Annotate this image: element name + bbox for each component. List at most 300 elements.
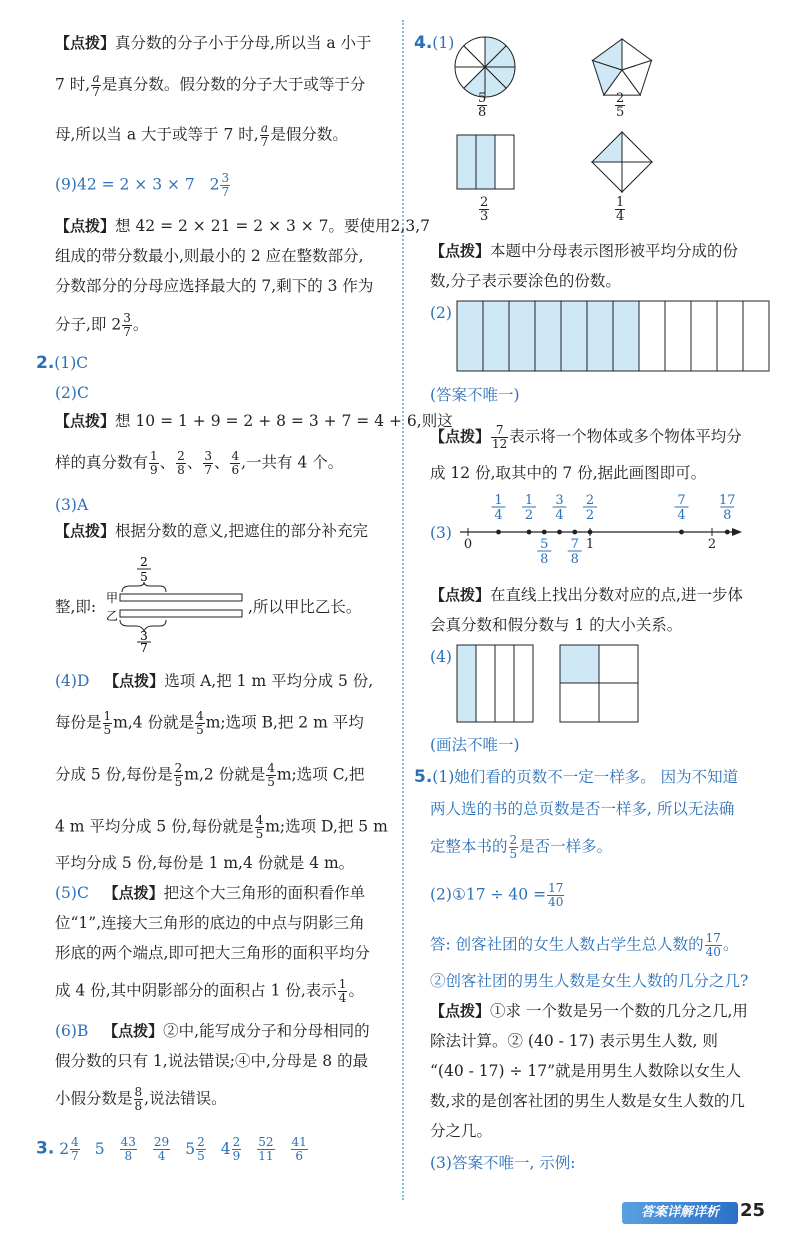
denominator: 4: [616, 209, 625, 224]
text: 。: [132, 315, 149, 334]
shape-frac-4: [614, 196, 626, 223]
text: 是假分数。: [270, 125, 348, 144]
text: m;选项 C,把: [276, 765, 365, 784]
fraction: [477, 92, 487, 119]
text: (1)她们看的页数不一定一样多。 因为不知道: [432, 768, 739, 786]
denominator: 4: [338, 991, 347, 1005]
text: 想 10 = 1 + 9 = 2 + 8 = 3 + 7 = 4 + 6,则这: [115, 412, 453, 430]
text: 小假分数是: [55, 1089, 133, 1108]
bar-yi: [120, 610, 242, 617]
q5-part-2: [430, 882, 565, 909]
fraction: [103, 710, 113, 737]
numerator: 1: [103, 709, 112, 723]
top-brace: [122, 582, 166, 592]
denominator: 12: [492, 437, 508, 451]
hint-tag: 【点拨】: [430, 242, 491, 260]
answer-9: [55, 172, 231, 199]
shaded-part: [561, 301, 587, 371]
hint-2-5-line-2: [55, 912, 365, 934]
hint-2-3-line-2b: [248, 596, 361, 618]
text: 是真分数。假分数的分子大于或等于分: [101, 75, 366, 94]
blank-part: [476, 645, 495, 722]
text: 分成 5 份,每份是: [55, 765, 173, 784]
number-line-point: [496, 530, 501, 535]
text: 除法计算。② (40 - 17) 表示男生人数, 则: [430, 1032, 718, 1050]
denominator: 5: [255, 827, 264, 841]
fraction: [120, 1136, 137, 1163]
text: 数,分子表示要涂色的份数。: [430, 272, 621, 290]
text: m;选项 D,把 5 m: [265, 817, 388, 836]
text: 把这个大三角形的面积看作单: [163, 884, 366, 902]
text: (2)①17 ÷ 40 =: [430, 885, 547, 904]
denominator: 8: [134, 1099, 143, 1113]
text: (9)42 = 2 × 3 × 7: [55, 175, 195, 194]
hint-tag: 【点拨】: [430, 427, 491, 446]
page-number: 25: [740, 1200, 766, 1221]
denominator: 2: [585, 508, 595, 523]
numerator: 4: [267, 761, 275, 775]
numerator: a: [260, 121, 269, 135]
numerator: 3: [204, 449, 212, 463]
diamond-quarters-figure: [590, 130, 654, 194]
fraction: [70, 1136, 80, 1163]
fraction: [260, 122, 270, 149]
hint-5-line-3: [430, 1060, 741, 1082]
hint-9-line-3: [55, 275, 373, 297]
answer-not-unique-1: [430, 384, 520, 406]
denominator: 40: [548, 895, 564, 909]
numerator: 17: [718, 493, 736, 508]
numerator: a: [92, 71, 100, 85]
hint-tag: 【点拨】: [103, 1022, 164, 1040]
separator: 、: [159, 453, 176, 472]
q3-answer-item: [95, 1140, 105, 1158]
hint-2-6-line-3: [55, 1086, 227, 1113]
numerator: 2: [197, 1135, 205, 1149]
number-line-point: [572, 530, 577, 535]
number-line-point: [725, 530, 730, 535]
shaded-part: [483, 301, 509, 371]
bracket-bottom-denominator: 7: [140, 641, 148, 652]
whole: 5: [185, 1139, 196, 1158]
blank-part: [599, 645, 638, 683]
text: (5)C: [55, 884, 89, 902]
shaded-part: [457, 301, 483, 371]
q5-question-2: [430, 970, 748, 992]
shaded-part: [476, 135, 495, 189]
blank-part: [665, 301, 691, 371]
hint-tag: 【点拨】: [430, 586, 491, 604]
text: 组成的带分数最小,则最小的 2 应在整数部分,: [55, 247, 364, 265]
hint-5-line-5: [430, 1120, 492, 1142]
denominator: 4: [677, 508, 686, 523]
text: 每份是: [55, 713, 102, 732]
q2-answer-3: [55, 494, 88, 516]
pentagon-group: [593, 39, 652, 95]
q2-answer-6: [55, 1020, 370, 1042]
hint-2-4-line-5: [55, 852, 354, 874]
fraction: [547, 882, 564, 909]
hint-5-line-4: [430, 1090, 745, 1112]
text: 两人选的书的总页数是否一样多, 所以无法确: [430, 800, 735, 818]
hint-line-3: [55, 122, 348, 149]
fraction: [615, 196, 625, 223]
denominator: 40: [705, 945, 721, 959]
denominator: 7: [221, 185, 230, 199]
fraction: [615, 92, 625, 119]
denominator: 8: [478, 105, 487, 120]
text: m,4 份就是: [113, 713, 195, 732]
q2-answer-1: [36, 352, 88, 374]
hint-4-3-line-2: [430, 614, 682, 636]
arrow-head: [732, 528, 742, 536]
numerator: 7: [570, 537, 579, 552]
denominator: 7: [92, 85, 100, 99]
text: ①求 一个数是另一个数的几分之几,用: [490, 1002, 748, 1020]
fraction: [195, 710, 205, 737]
denominator: 8: [570, 552, 579, 567]
text: 真分数的分子小于分母,所以当 a 小于: [115, 34, 372, 52]
shaded-part: [457, 135, 476, 189]
draw-not-unique: [430, 734, 520, 756]
denominator: 8: [540, 552, 549, 567]
text: ②创客社团的男生人数是女生人数的几分之几?: [430, 972, 749, 990]
numerator: 1: [616, 195, 625, 210]
numerator: 1: [150, 449, 158, 463]
hint-4-2-line-1: [430, 424, 742, 451]
denominator: 9: [232, 1149, 241, 1163]
text: ②中,能写成分子和分母相同的: [163, 1022, 370, 1040]
text: 样的真分数有: [55, 453, 149, 472]
fraction: [153, 1136, 170, 1163]
numerator: 5: [478, 91, 487, 106]
question-number: 4.: [414, 33, 433, 53]
hint-2-3-line-2a: [55, 596, 96, 618]
text: 成 12 份,取其中的 7 份,据此画图即可。: [430, 464, 707, 482]
label-jia: 甲: [106, 591, 119, 605]
fraction: [479, 196, 489, 223]
numerator: 17: [548, 881, 564, 895]
text: 4 m 平均分成 5 份,每份就是: [55, 817, 254, 836]
answer-section-tag: 答案详解详析: [622, 1202, 738, 1224]
integer-label: 0: [463, 537, 473, 552]
fraction: [176, 450, 186, 477]
integer-label: 1: [585, 537, 595, 552]
hint-2-4-line-3: [55, 762, 364, 789]
q5-part-1-line-3: [430, 834, 612, 861]
text: 本题中分母表示图形被平均分成的份: [490, 242, 739, 260]
denominator: 8: [723, 508, 732, 523]
bracket-top-denominator: 5: [140, 570, 148, 584]
text: 想 42 = 2 × 21 = 2 × 3 × 7。要使用2,3,7: [115, 217, 430, 235]
numerator: 2: [480, 195, 489, 210]
text: (1): [432, 34, 455, 52]
shaded-part: [509, 301, 535, 371]
q4-part-3: [430, 522, 452, 544]
text: 分子,即 2: [55, 315, 122, 334]
number-line-point: [557, 530, 562, 535]
text: 假分数的只有 1,说法错误;④中,分母是 8 的最: [55, 1052, 369, 1070]
fraction: [291, 1136, 308, 1163]
whole: 4: [220, 1139, 231, 1158]
text: (2)C: [55, 384, 89, 402]
question-number: 3.: [36, 1138, 55, 1159]
numerator: 41: [291, 1135, 307, 1149]
text: 。: [348, 981, 364, 1000]
numerator: 52: [258, 1135, 274, 1149]
text: 整,即:: [55, 598, 97, 616]
numerator: 7: [677, 493, 686, 508]
hint-line-2: [55, 72, 365, 99]
numerator: 2: [174, 761, 183, 775]
q5-answer-1: [430, 932, 738, 959]
text: 母,所以当 a 大于或等于 7 时,: [55, 125, 259, 144]
blank-part: [495, 645, 514, 722]
numerator: 2: [232, 1135, 241, 1149]
text: (6)B: [55, 1022, 89, 1040]
number-line-figure: [456, 490, 746, 574]
circle-group: [455, 37, 515, 97]
q5-part-1-line-2: [430, 798, 734, 820]
fraction: [338, 978, 348, 1005]
text: 形底的两个端点,即可把大三角形的面积平均分: [55, 944, 370, 962]
numerator: 2: [585, 493, 595, 508]
numerator: 4: [255, 813, 264, 827]
hint-2-6-line-2: [55, 1050, 368, 1072]
fraction: [255, 814, 265, 841]
fraction: [266, 762, 276, 789]
blank-part: [495, 135, 514, 189]
denominator: 6: [295, 1149, 303, 1163]
blank-part: [743, 301, 769, 371]
bracket-bottom-numerator: 3: [140, 629, 148, 643]
text: 在直线上找出分数对应的点,进一步体: [490, 586, 743, 604]
text: 会真分数和假分数与 1 的大小关系。: [430, 616, 683, 634]
numerator: 4: [71, 1135, 79, 1149]
numerator: 1: [524, 493, 534, 508]
blank-part: [622, 132, 652, 162]
text: ,所以甲比乙长。: [248, 598, 362, 616]
bar-jia: [120, 594, 242, 601]
q3-answers: [36, 1136, 323, 1163]
fraction: [203, 450, 213, 477]
fraction: [232, 1136, 242, 1163]
numerator: 7: [491, 424, 508, 438]
denominator: 5: [197, 1149, 205, 1163]
hint-2-4-line-2: [55, 710, 364, 737]
integer-label: 2: [707, 537, 717, 552]
numerator: 3: [555, 493, 564, 508]
shaded-part: [560, 645, 599, 683]
denominator: 4: [157, 1149, 166, 1163]
strip-group: [457, 301, 769, 371]
shaded-part: [613, 301, 639, 371]
denominator: 5: [616, 105, 625, 120]
blank-part: [560, 683, 599, 722]
hint-tag: 【点拨】: [55, 522, 116, 540]
numerator: 3: [221, 171, 230, 185]
text: (4): [430, 648, 452, 666]
column-divider: [402, 20, 404, 1200]
text: (3)A: [55, 496, 89, 514]
hint-9-line-1: [55, 215, 430, 237]
hint-tag: 【点拨】: [430, 1002, 491, 1020]
hint-2-3-line-1: [55, 520, 368, 542]
hint-line-1: [55, 32, 372, 54]
fraction: [174, 762, 184, 789]
blank-part: [639, 301, 665, 371]
fraction: [134, 1086, 144, 1113]
q2-answer-5: [55, 882, 365, 904]
hint-4-3-line-1: [430, 584, 743, 606]
q4-part-1: [414, 32, 454, 54]
q3-answer-item: [119, 1135, 138, 1163]
text: 答: 创客社团的女生人数占学生总人数的: [430, 935, 704, 954]
denominator: 5: [196, 723, 204, 737]
hint-5-line-2: [430, 1030, 718, 1052]
shaded-part: [587, 301, 613, 371]
denominator: 4: [555, 508, 564, 523]
fraction: [705, 932, 722, 959]
text: 分数部分的分母应选择最大的 7,剩下的 3 作为: [55, 277, 374, 295]
text: 成 4 份,其中阴影部分的面积占 1 份,表示: [55, 981, 337, 1000]
text: 是否一样多。: [519, 837, 613, 856]
denominator: 8: [124, 1149, 133, 1163]
hint-tag: 【点拨】: [104, 672, 165, 690]
hint-4-1-line-2: [430, 270, 621, 292]
text: 平均分成 5 份,每份是 1 m,4 份就是 4 m。: [55, 854, 355, 872]
text: 。: [722, 935, 739, 954]
text: (画法不唯一): [430, 736, 520, 754]
denominator: 5: [509, 847, 518, 861]
q3-answer-item: [59, 1135, 81, 1163]
denominator: 9: [150, 463, 158, 477]
number-line-point: [527, 530, 532, 535]
denominator: 2: [524, 508, 534, 523]
q5-part-1-line-1: [414, 766, 738, 788]
fraction: [91, 72, 101, 99]
text: 根据分数的意义,把遮住的部分补充完: [115, 522, 368, 540]
text: m;选项 B,把 2 m 平均: [205, 713, 364, 732]
text: 数,求的是创客社团的男生人数是女生人数的几: [430, 1092, 745, 1110]
hint-4-1-line-1: [430, 240, 738, 262]
number-line-point: [679, 530, 684, 535]
q3-answer-item: [290, 1135, 309, 1163]
separator: 、: [186, 453, 203, 472]
hint-9-line-2: [55, 245, 364, 267]
fraction: [196, 1136, 206, 1163]
text: (1)C: [54, 354, 89, 372]
hint-2-2-line-2: [55, 450, 343, 477]
hint-4-2-line-2: [430, 462, 706, 484]
denominator: 6: [231, 463, 240, 477]
whole: 2: [59, 1139, 70, 1158]
denominator: 3: [480, 209, 489, 224]
text: (2): [430, 304, 452, 322]
fraction: [230, 450, 240, 477]
shaded-part: [535, 301, 561, 371]
hint-tag: 【点拨】: [55, 34, 116, 52]
label-yi: 乙: [106, 609, 119, 623]
shape-frac-1: [476, 92, 488, 119]
q3-answer-list: [59, 1135, 323, 1163]
whole: 5: [94, 1139, 105, 1158]
text: 定整本书的: [430, 837, 508, 856]
text: 7 时,: [55, 75, 91, 94]
numerator: 5: [540, 537, 549, 552]
numerator: 1: [338, 977, 347, 991]
denominator: 7: [71, 1149, 79, 1163]
hint-tag: 【点拨】: [103, 884, 164, 902]
fraction: [149, 450, 159, 477]
denominator: 7: [204, 463, 212, 477]
numerator: 43: [120, 1135, 136, 1149]
blank-part: [514, 645, 533, 722]
blank-part: [717, 301, 743, 371]
fraction: [122, 312, 132, 339]
question-number: 2.: [36, 353, 55, 373]
q2-answer-2: [55, 382, 89, 404]
numerator: 8: [134, 1085, 143, 1099]
rectangle-thirds-figure: [456, 134, 516, 190]
denominator: 5: [103, 723, 112, 737]
quarters-figures: [456, 644, 640, 724]
text: 选项 A,把 1 m 平均分成 5 份,: [164, 672, 374, 690]
whole: 2: [209, 175, 220, 194]
numerator: 2: [509, 833, 518, 847]
separator: 、: [213, 453, 230, 472]
text: ,说法错误。: [144, 1089, 227, 1108]
text: 分之几。: [430, 1122, 493, 1140]
hint-2-5-line-3: [55, 942, 370, 964]
number-line-point: [542, 530, 547, 535]
numerator: 4: [231, 449, 240, 463]
q4-part-2: [430, 302, 452, 324]
q2-answer-4: [55, 670, 373, 692]
denominator: 5: [267, 775, 275, 789]
text: (答案不唯一): [430, 386, 520, 404]
denominator: 11: [258, 1149, 274, 1163]
hint-9-line-4: [55, 312, 148, 339]
shaded-part: [457, 645, 476, 722]
blank-part: [691, 301, 717, 371]
hint-2-4-line-4: [55, 814, 388, 841]
hint-tag: 【点拨】: [55, 217, 116, 235]
hint-2-2-line-1: [55, 410, 453, 432]
q3-answer-item: [220, 1135, 243, 1163]
blank-part: [592, 162, 622, 192]
text: (3): [430, 524, 452, 542]
numerator: 17: [705, 931, 721, 945]
denominator: 8: [177, 463, 185, 477]
blank-part: [622, 162, 652, 192]
hint-5-line-1: [430, 1000, 748, 1022]
text: “(40 - 17) ÷ 17”就是用男生人数除以女生人: [430, 1062, 742, 1080]
denominator: 7: [123, 325, 131, 339]
hint-tag: 【点拨】: [55, 412, 116, 430]
number-line-marks: [464, 493, 736, 567]
q3-answer-item: [185, 1135, 207, 1163]
numerator: 4: [196, 709, 204, 723]
fraction: [509, 834, 519, 861]
numerator: 2: [177, 449, 185, 463]
numerator: 29: [153, 1135, 170, 1149]
numerator: 3: [123, 311, 131, 325]
numerator: 2: [616, 91, 625, 106]
shaded-part: [592, 132, 622, 162]
q5-part-3: [430, 1152, 576, 1174]
text: ,一共有 4 个。: [241, 453, 344, 472]
